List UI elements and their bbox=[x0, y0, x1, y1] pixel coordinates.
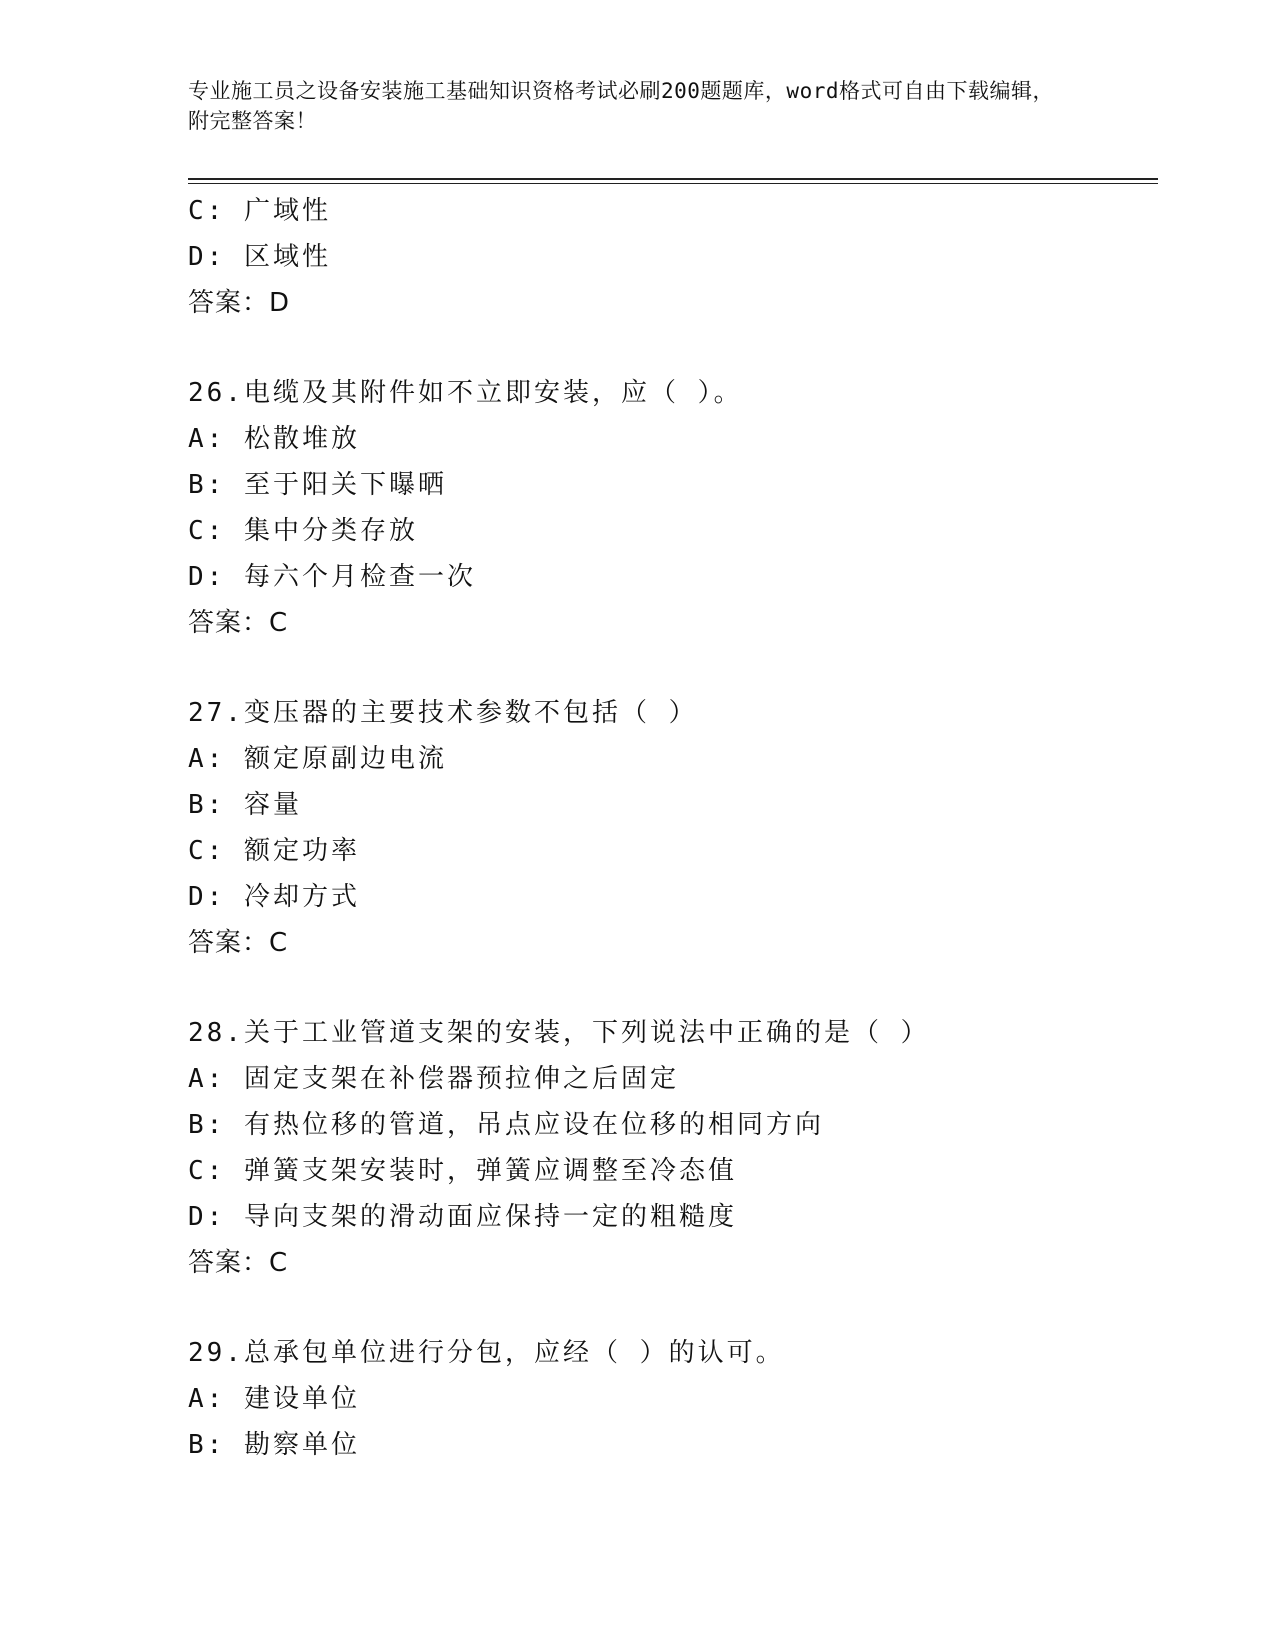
option-text: 固定支架在补偿器预拉伸之后固定 bbox=[243, 1064, 679, 1094]
option-text: 额定功率 bbox=[243, 836, 360, 866]
option-key: A: bbox=[188, 1064, 226, 1094]
option-text: 每六个月检查一次 bbox=[243, 562, 476, 592]
question-26 bbox=[188, 370, 1148, 646]
option-d bbox=[188, 874, 1148, 920]
option-key: A: bbox=[188, 744, 226, 774]
document-title: 专业施工员之设备安装施工基础知识资格考试必刷200题题库，word格式可自由下载编辑，附完整答案！ bbox=[188, 79, 1054, 133]
option-a bbox=[188, 736, 1148, 782]
answer-line: 答案：C bbox=[188, 928, 289, 958]
option-text: 建设单位 bbox=[243, 1384, 360, 1414]
question-29 bbox=[188, 1330, 1148, 1468]
option-key: C: bbox=[188, 196, 226, 226]
option-d bbox=[188, 554, 1148, 600]
header-divider-thick bbox=[188, 178, 1158, 180]
option-text: 至于阳关下曝晒 bbox=[243, 470, 447, 500]
option-text: 有热位移的管道，吊点应设在位移的相同方向 bbox=[243, 1110, 824, 1140]
option-text: 区域性 bbox=[243, 242, 331, 272]
option-text: 导向支架的滑动面应保持一定的粗糙度 bbox=[243, 1202, 737, 1232]
option-key: B: bbox=[188, 1110, 226, 1140]
option-text: 弹簧支架安装时，弹簧应调整至冷态值 bbox=[243, 1156, 737, 1186]
option-text: 松散堆放 bbox=[243, 424, 360, 454]
option-c bbox=[188, 828, 1148, 874]
option-text: 集中分类存放 bbox=[243, 516, 418, 546]
option-text: 勘察单位 bbox=[243, 1430, 360, 1460]
option-key: D: bbox=[188, 882, 226, 912]
header-divider-thin bbox=[188, 183, 1158, 184]
question-stem: 27.变压器的主要技术参数不包括（ ） bbox=[188, 698, 698, 728]
option-c bbox=[188, 1148, 1148, 1194]
option-a bbox=[188, 1376, 1148, 1422]
option-key: B: bbox=[188, 1430, 226, 1460]
option-key: A: bbox=[188, 424, 226, 454]
option-d bbox=[188, 1194, 1148, 1240]
option-text: 容量 bbox=[243, 790, 302, 820]
option-b bbox=[188, 782, 1148, 828]
answer-line: 答案：D bbox=[188, 288, 291, 318]
question-28 bbox=[188, 1010, 1148, 1286]
question-partial bbox=[188, 188, 1148, 326]
question-stem: 28.关于工业管道支架的安装，下列说法中正确的是（ ） bbox=[188, 1018, 930, 1048]
option-key: A: bbox=[188, 1384, 226, 1414]
option-key: B: bbox=[188, 790, 226, 820]
option-b bbox=[188, 1422, 1148, 1468]
option-key: B: bbox=[188, 470, 226, 500]
answer-line: 答案：C bbox=[188, 1248, 289, 1278]
option-text: 冷却方式 bbox=[243, 882, 360, 912]
option-b bbox=[188, 1102, 1148, 1148]
option-key: D: bbox=[188, 1202, 226, 1232]
option-key: C: bbox=[188, 836, 226, 866]
question-stem: 29.总承包单位进行分包，应经（ ）的认可。 bbox=[188, 1338, 785, 1368]
document-header bbox=[188, 76, 1068, 136]
option-d bbox=[188, 234, 1148, 280]
option-key: D: bbox=[188, 242, 226, 272]
option-key: C: bbox=[188, 1156, 226, 1186]
question-list bbox=[188, 188, 1148, 1468]
option-text: 广域性 bbox=[243, 196, 331, 226]
option-key: C: bbox=[188, 516, 226, 546]
option-c bbox=[188, 188, 1148, 234]
answer-line: 答案：C bbox=[188, 608, 289, 638]
option-a bbox=[188, 1056, 1148, 1102]
option-text: 额定原副边电流 bbox=[243, 744, 447, 774]
question-stem: 26.电缆及其附件如不立即安装，应（ ）。 bbox=[188, 378, 743, 408]
option-key: D: bbox=[188, 562, 226, 592]
option-a bbox=[188, 416, 1148, 462]
question-27 bbox=[188, 690, 1148, 966]
option-c bbox=[188, 508, 1148, 554]
option-b bbox=[188, 462, 1148, 508]
